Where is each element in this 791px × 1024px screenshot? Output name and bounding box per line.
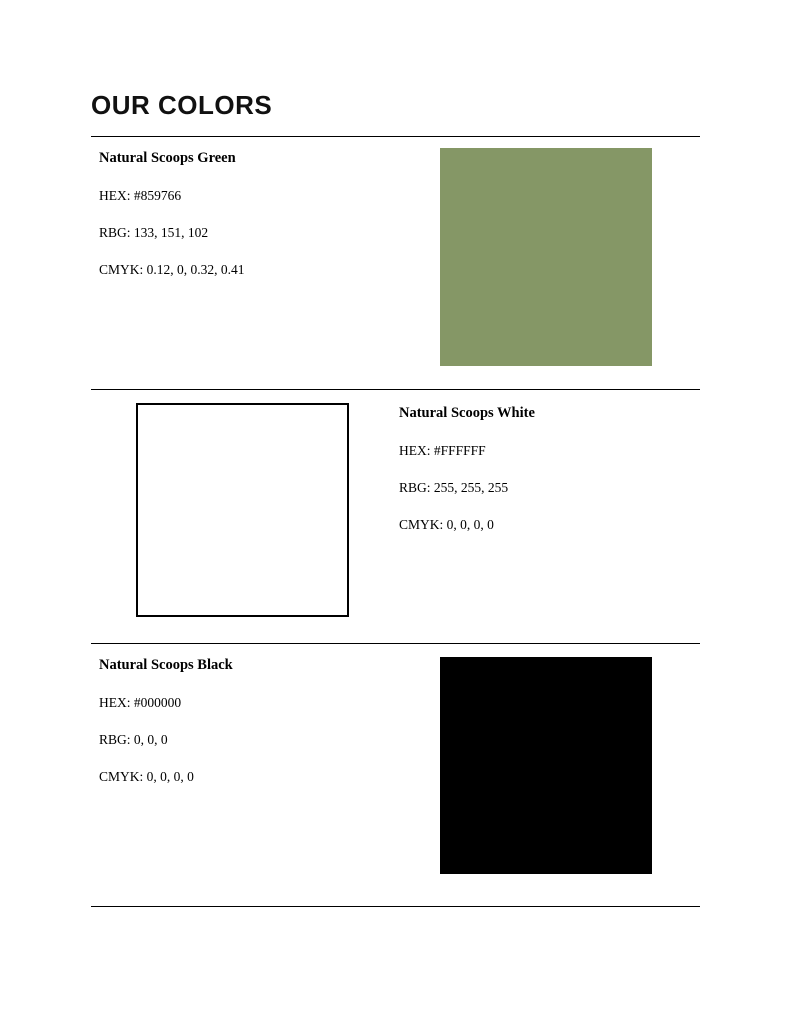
divider-top xyxy=(91,136,700,137)
page-title: OUR COLORS xyxy=(91,90,273,120)
swatch-info-green xyxy=(99,150,429,278)
swatch-cmyk-green: CMYK: 0.12, 0, 0.32, 0.41 xyxy=(99,262,245,277)
color-swatch-green xyxy=(440,148,652,366)
swatch-info-black xyxy=(99,657,429,785)
divider-green-white xyxy=(91,389,700,390)
swatch-cmyk-black: CMYK: 0, 0, 0, 0 xyxy=(99,769,194,784)
divider-white-black xyxy=(91,643,700,644)
swatch-hex-white: HEX: #FFFFFF xyxy=(399,443,486,458)
swatch-rgb-green: RBG: 133, 151, 102 xyxy=(99,225,209,240)
swatch-hex-black: HEX: #000000 xyxy=(99,695,182,710)
divider-bottom xyxy=(91,906,700,907)
swatch-name-green: Natural Scoops Green xyxy=(99,150,236,166)
swatch-name-black: Natural Scoops Black xyxy=(99,657,233,673)
color-swatch-white xyxy=(136,403,349,617)
swatch-rgb-white: RBG: 255, 255, 255 xyxy=(399,480,509,495)
swatch-hex-green: HEX: #859766 xyxy=(99,188,182,203)
swatch-info-white xyxy=(399,405,729,533)
swatch-cmyk-white: CMYK: 0, 0, 0, 0 xyxy=(399,517,494,532)
swatch-rgb-black: RBG: 0, 0, 0 xyxy=(99,732,168,747)
swatch-name-white: Natural Scoops White xyxy=(399,405,535,421)
color-swatch-black xyxy=(440,657,652,874)
